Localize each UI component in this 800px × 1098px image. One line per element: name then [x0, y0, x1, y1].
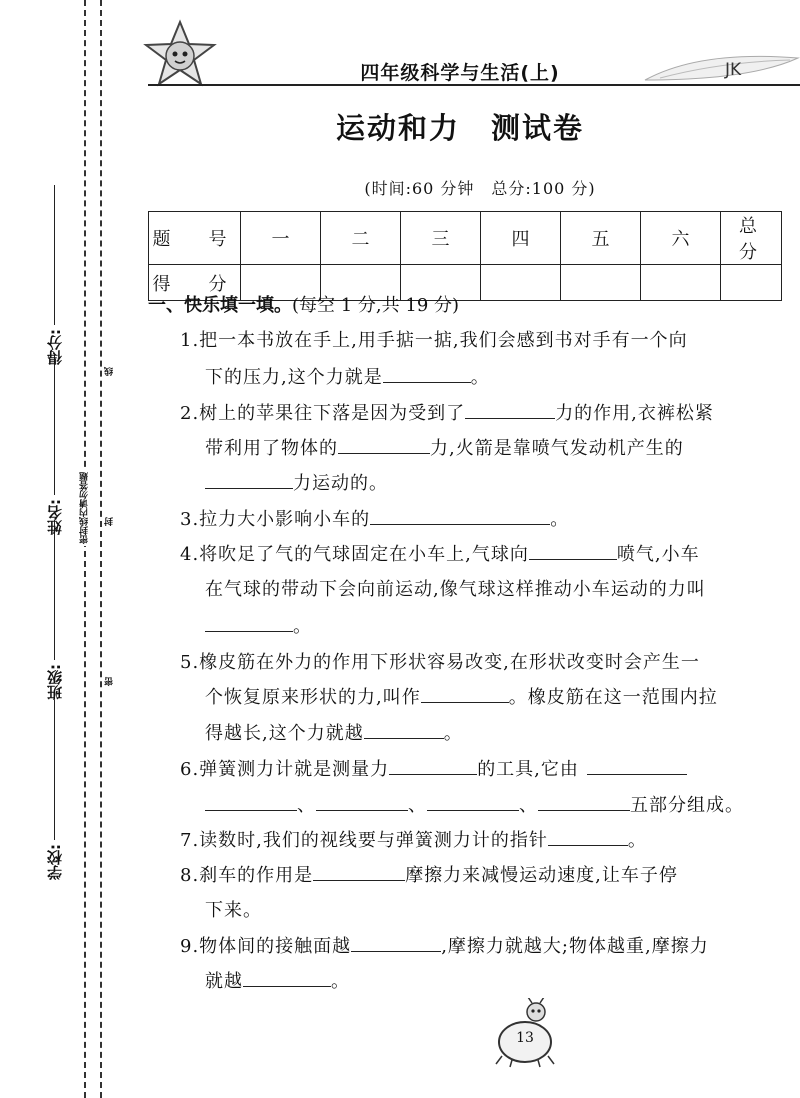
question-text: 、 [408, 795, 427, 816]
section-heading [148, 291, 459, 317]
question-text: 。 [293, 616, 312, 637]
class-field[interactable] [44, 520, 65, 700]
score-table [148, 211, 787, 301]
exam-info: (时间:60 分钟 总分:100 分) [364, 179, 596, 198]
question-text: 3.拉力大小影响小车的 [180, 509, 371, 530]
table-cell: 题 号 [149, 212, 241, 265]
table-cell: 五 [561, 212, 641, 265]
question-4-line-1 [180, 537, 700, 572]
score-cell[interactable] [481, 265, 561, 301]
seal-mark-feng: 封 [105, 517, 115, 526]
answer-blank[interactable] [465, 398, 555, 419]
question-text: 、 [519, 795, 538, 816]
question-text: 喷气,小车 [616, 544, 700, 565]
question-text: 7.读数时,我们的视线要与弹簧测力计的指针 [180, 830, 548, 851]
class-label: 班级: [46, 664, 64, 700]
score-cell[interactable] [641, 265, 721, 301]
question-5-line-1: 5.橡皮筋在外力的作用下形状容易改变,在形状改变时会产生一 [180, 652, 700, 673]
question-8-line-1 [180, 858, 678, 893]
page-title: 运动和力 测试卷 [335, 111, 584, 145]
answer-blank[interactable] [338, 433, 430, 454]
table-cell: 二 [321, 212, 401, 265]
section-title: 一、快乐填一填。 [148, 295, 292, 316]
score-label: 得分: [46, 329, 64, 365]
answer-blank[interactable] [421, 682, 509, 703]
question-text: 个恢复原来形状的力,叫作 [205, 687, 421, 708]
section-note: (每空 1 分,共 19 分) [292, 295, 460, 316]
edition-code: JK [725, 60, 742, 80]
question-text: 带利用了物体的 [205, 438, 338, 459]
answer-blank[interactable] [364, 718, 444, 739]
question-2-line-2 [205, 431, 684, 466]
question-text: 。 [627, 830, 647, 851]
table-cell: 四 [481, 212, 561, 265]
answer-blank[interactable] [529, 539, 617, 560]
table-cell: 六 [641, 212, 721, 265]
question-6-line-1 [180, 752, 687, 787]
question-text: 力运动的。 [293, 473, 388, 494]
answer-blank[interactable] [205, 611, 293, 632]
table-cell: 总 分 [721, 212, 782, 265]
binding-dashed-line-inner [100, 0, 102, 1098]
question-9-line-1 [180, 929, 709, 964]
question-text: 。橡皮筋在这一范围内拉 [508, 687, 718, 708]
binding-dashed-line-outer [84, 0, 86, 1098]
question-7 [180, 823, 647, 858]
score-cell[interactable] [721, 265, 782, 301]
question-text: 。 [443, 723, 463, 744]
question-9-line-2 [205, 964, 350, 999]
question-5-line-2 [205, 680, 718, 715]
question-text: 2.树上的苹果往下落是因为受到了 [180, 403, 466, 424]
question-text: 力,火箭是靠喷气发动机产生的 [430, 438, 684, 459]
question-1-line-1: 1.把一本书放在手上,用手掂一掂,我们会感到书对手有一个向 [180, 330, 688, 351]
question-text: 摩擦力来减慢运动速度,让车子停 [405, 865, 678, 886]
answer-blank[interactable] [370, 504, 550, 525]
question-text: 、 [297, 795, 316, 816]
question-1-line-2 [205, 360, 490, 395]
question-text: 。 [470, 367, 490, 388]
seal-mark-mi: 密 [105, 677, 115, 686]
question-text: 就越 [205, 971, 243, 992]
answer-blank[interactable] [243, 966, 331, 987]
question-5-line-3 [205, 716, 463, 751]
answer-blank[interactable] [427, 790, 519, 811]
name-blank[interactable] [54, 355, 55, 495]
school-field[interactable] [44, 700, 65, 880]
book-title: 四年级科学与生活(上) [360, 62, 560, 84]
question-text: 8.刹车的作用是 [180, 865, 314, 886]
question-8-line-2: 下来。 [205, 900, 262, 921]
question-text: 下的压力,这个力就是 [205, 367, 383, 388]
question-text: 9.物体间的接触面越 [180, 936, 352, 957]
question-2-line-3 [205, 466, 388, 501]
question-text: 。 [331, 971, 350, 992]
score-table-header-row [149, 212, 782, 265]
answer-blank[interactable] [351, 931, 441, 952]
feather-decoration-icon [640, 40, 800, 100]
question-text: 力的作用,衣裤松紧 [555, 403, 714, 424]
table-cell: 三 [401, 212, 481, 265]
question-4-line-3 [205, 609, 312, 644]
score-blank[interactable] [54, 185, 55, 325]
page-number: 13 [516, 1030, 534, 1046]
score-cell[interactable] [561, 265, 641, 301]
answer-blank[interactable] [205, 790, 297, 811]
class-blank[interactable] [54, 520, 55, 660]
name-field[interactable] [44, 355, 65, 535]
question-text: 4.将吹足了气的气球固定在小车上,气球向 [180, 544, 529, 565]
answer-blank[interactable] [316, 790, 408, 811]
table-cell: 一 [241, 212, 321, 265]
answer-blank[interactable] [205, 468, 293, 489]
school-blank[interactable] [54, 700, 55, 840]
star-mascot-icon [140, 18, 220, 90]
question-text: 的工具,它由 [477, 759, 579, 780]
answer-blank[interactable] [538, 790, 630, 811]
answer-blank[interactable] [548, 825, 628, 846]
name-label: 姓名: [46, 499, 64, 535]
question-text: 6.弹簧测力计就是测量力 [180, 759, 390, 780]
table-cell: 得 分 [149, 265, 241, 301]
answer-blank[interactable] [389, 754, 477, 775]
answer-blank[interactable] [313, 860, 405, 881]
seal-note: 密封线内请勿答题 [80, 472, 90, 544]
question-text: ,摩擦力就越大;物体越重,摩擦力 [441, 936, 709, 957]
answer-blank[interactable] [587, 754, 687, 775]
seal-mark-xian: 线 [105, 367, 115, 376]
question-text: 得越长,这个力就越 [205, 723, 364, 744]
question-text: 。 [550, 509, 570, 530]
score-field[interactable] [44, 185, 65, 365]
question-2-line-1 [180, 396, 714, 431]
question-4-line-2: 在气球的带动下会向前运动,像气球这样推动小车运动的力叫 [205, 579, 706, 600]
answer-blank[interactable] [383, 362, 471, 383]
question-6-line-2 [205, 788, 744, 823]
question-text: 五部分组成。 [630, 795, 744, 816]
school-label: 学校: [46, 844, 64, 880]
question-3 [180, 502, 569, 537]
